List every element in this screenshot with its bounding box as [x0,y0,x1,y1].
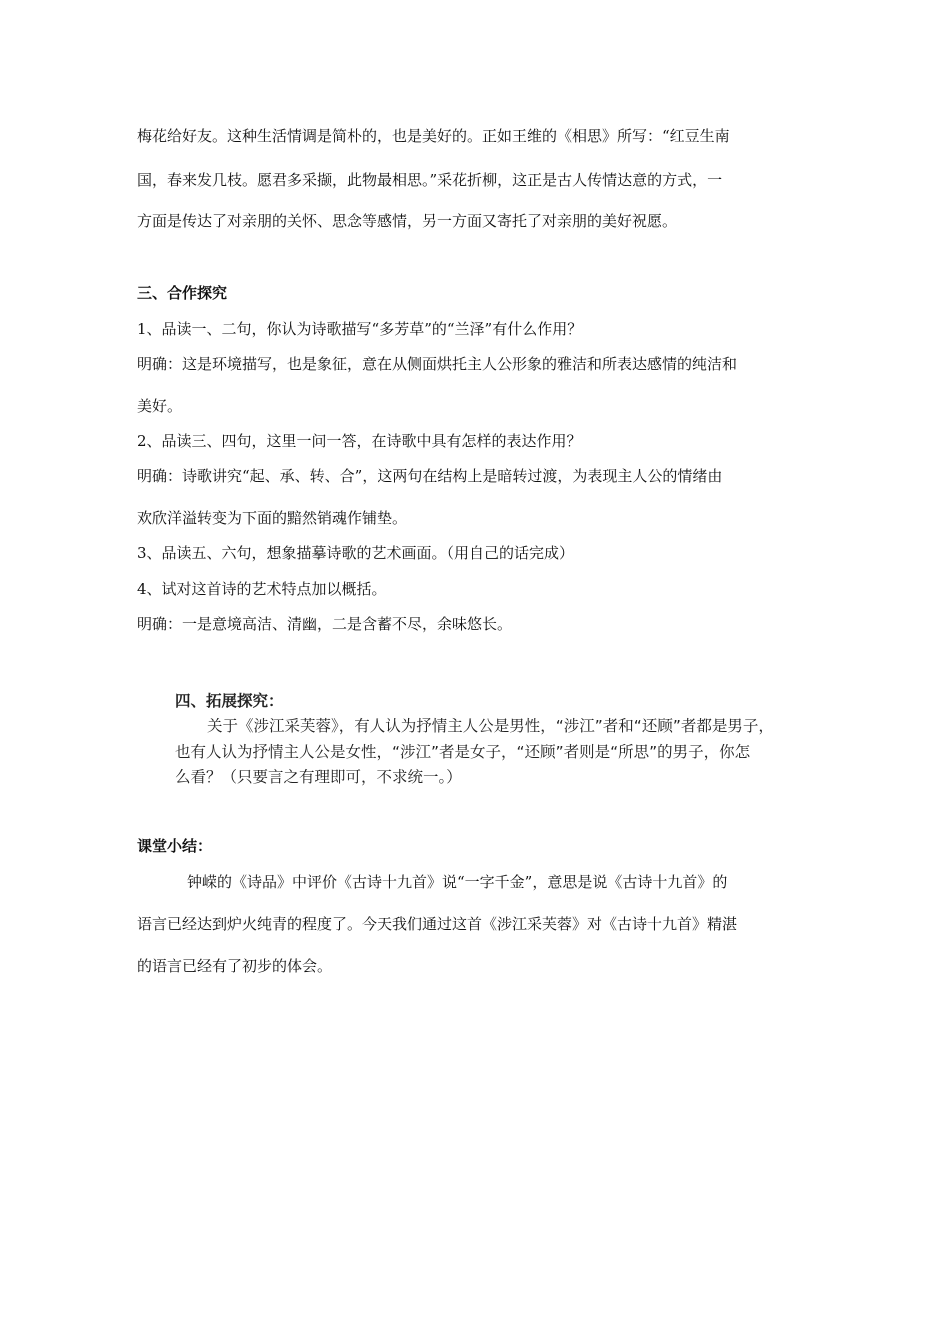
intro-line-1: 梅花给好友。这种生活情调是简朴的，也是美好的。正如王维的《相思》所写：“红豆生南 [137,127,730,145]
section-4-heading: 四、拓展探究： [175,692,284,710]
section-4-line-3: 么看？（只要言之有理即可，不求统一。） [175,768,462,786]
question-2: 2、品读三、四句，这里一问一答，在诗歌中具有怎样的表达作用？ [137,432,582,450]
intro-line-3: 方面是传达了对亲朋的关怀、思念等感情，另一方面又寄托了对亲朋的美好祝愿。 [137,212,678,230]
section-4-line-1: 关于《涉江采芙蓉》，有人认为抒情主人公是男性，“涉江”者和“还顾”者都是男子， [207,717,774,735]
answer-1-line-2: 美好。 [137,397,183,415]
section-4-line-2: 也有人认为抒情主人公是女性，“涉江”者是女子，“还顾”者则是“所思”的男子，你怎 [175,743,751,761]
intro-line-2: 国，春来发几枝。愿君多采撷，此物最相思。”采花折柳，这正是古人传情达意的方式，一 [137,171,723,189]
section-3-heading: 三、合作探究 [137,284,228,302]
answer-4: 明确：一是意境高洁、清幽，二是含蓄不尽，余味悠长。 [137,615,513,633]
answer-2-line-2: 欢欣洋溢转变为下面的黯然销魂作铺垫。 [137,509,408,527]
question-4: 4、试对这首诗的艺术特点加以概括。 [137,580,387,598]
summary-line-3: 的语言已经有了初步的体会。 [137,957,333,975]
summary-line-1: 钟嵘的《诗品》中评价《古诗十九首》说“一字千金”，意思是说《古诗十九首》的 [187,873,728,891]
summary-heading: 课堂小结： [137,837,213,855]
answer-1-line-1: 明确：这是环境描写，也是象征，意在从侧面烘托主人公形象的雅洁和所表达感情的纯洁和 [137,355,738,373]
summary-line-2: 语言已经达到炉火纯青的程度了。今天我们通过这首《涉江采芙蓉》对《古诗十九首》精湛 [137,915,738,933]
answer-2-line-1: 明确：诗歌讲究“起、承、转、合”，这两句在结构上是暗转过渡，为表现主人公的情绪由 [137,467,723,485]
question-3: 3、品读五、六句，想象描摹诗歌的艺术画面。（用自己的话完成） [137,544,575,562]
question-1: 1、品读一、二句，你认为诗歌描写“多芳草”的“兰泽”有什么作用？ [137,320,583,338]
